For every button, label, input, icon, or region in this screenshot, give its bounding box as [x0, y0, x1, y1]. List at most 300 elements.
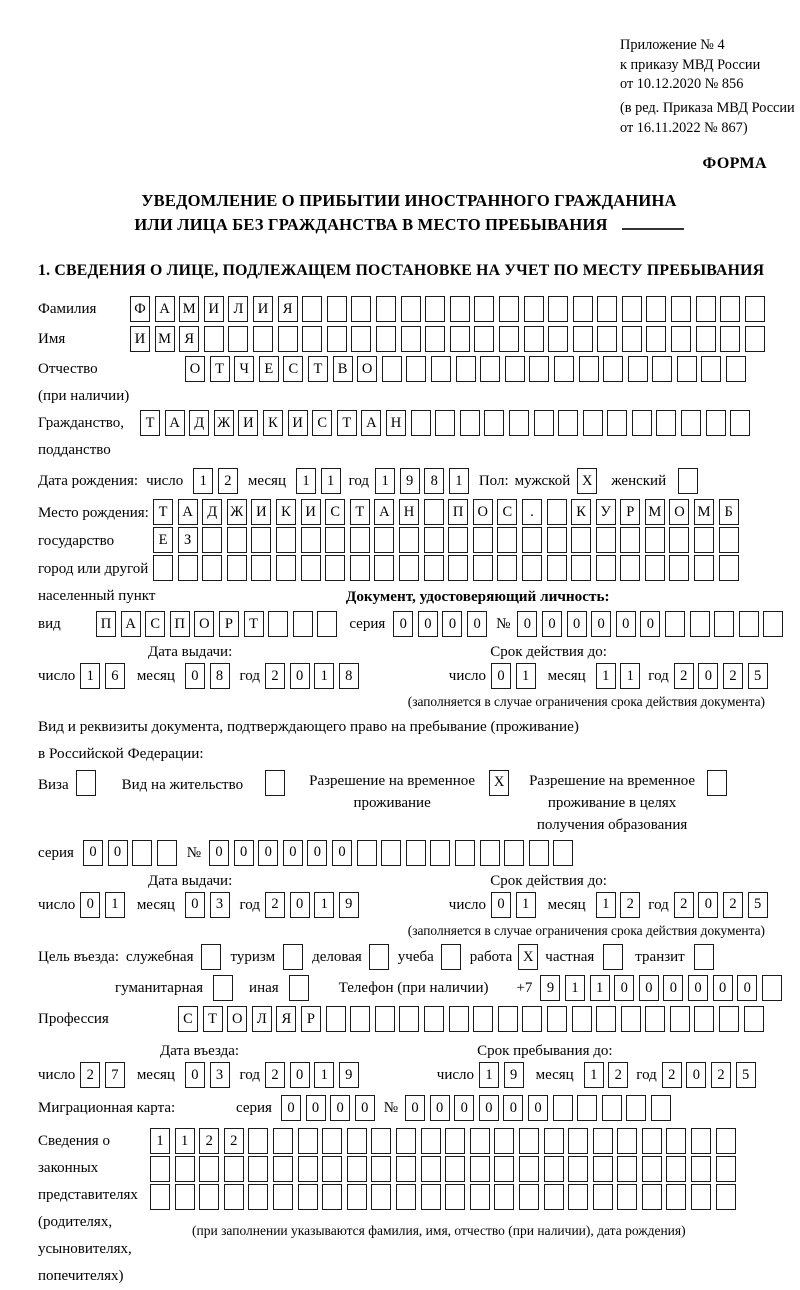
char-box[interactable]: [691, 1128, 711, 1154]
char-box[interactable]: С: [325, 499, 345, 525]
char-box[interactable]: [424, 499, 444, 525]
char-box[interactable]: [470, 1184, 490, 1210]
char-box[interactable]: 3: [210, 1062, 230, 1088]
char-box[interactable]: [301, 555, 321, 581]
char-box[interactable]: 0: [528, 1095, 548, 1121]
char-box[interactable]: Ф: [130, 296, 150, 322]
char-box[interactable]: [645, 527, 665, 553]
char-box[interactable]: [421, 1184, 441, 1210]
char-box[interactable]: [445, 1128, 465, 1154]
char-box[interactable]: [548, 296, 568, 322]
char-box[interactable]: [484, 410, 504, 436]
char-box[interactable]: [375, 1006, 395, 1032]
char-box[interactable]: [719, 1006, 739, 1032]
char-box[interactable]: [494, 1184, 514, 1210]
temp-residence-checkbox[interactable]: [489, 770, 509, 796]
char-box[interactable]: [445, 1156, 465, 1182]
char-box[interactable]: [694, 527, 714, 553]
char-box[interactable]: 0: [258, 840, 278, 866]
char-box[interactable]: [666, 1128, 686, 1154]
char-box[interactable]: 0: [330, 1095, 350, 1121]
char-box[interactable]: [632, 410, 652, 436]
char-box[interactable]: 2: [265, 1062, 285, 1088]
char-box[interactable]: [153, 555, 173, 581]
char-box[interactable]: Р: [620, 499, 640, 525]
char-box[interactable]: 0: [639, 975, 659, 1001]
char-box[interactable]: [645, 555, 665, 581]
char-box[interactable]: [694, 1006, 714, 1032]
char-box[interactable]: М: [645, 499, 665, 525]
char-box[interactable]: [568, 1156, 588, 1182]
char-box[interactable]: [739, 611, 759, 637]
char-box[interactable]: [720, 326, 740, 352]
char-box[interactable]: 0: [430, 1095, 450, 1121]
char-box[interactable]: [276, 555, 296, 581]
char-box[interactable]: [224, 1156, 244, 1182]
char-box[interactable]: [620, 555, 640, 581]
char-box[interactable]: 7: [105, 1062, 125, 1088]
char-box[interactable]: [399, 527, 419, 553]
char-box[interactable]: [714, 611, 734, 637]
char-box[interactable]: 5: [748, 663, 768, 689]
char-box[interactable]: С: [145, 611, 165, 637]
char-box[interactable]: [554, 356, 574, 382]
char-box[interactable]: [707, 770, 727, 796]
char-box[interactable]: [322, 1184, 342, 1210]
char-box[interactable]: 8: [339, 663, 359, 689]
char-box[interactable]: [278, 326, 298, 352]
char-box[interactable]: Н: [386, 410, 406, 436]
char-box[interactable]: Т: [140, 410, 160, 436]
char-box[interactable]: 0: [306, 1095, 326, 1121]
char-box[interactable]: [744, 1006, 764, 1032]
char-box[interactable]: [719, 555, 739, 581]
char-box[interactable]: X: [489, 770, 509, 796]
char-box[interactable]: [690, 611, 710, 637]
char-box[interactable]: 9: [339, 892, 359, 918]
char-box[interactable]: [726, 356, 746, 382]
char-box[interactable]: 0: [614, 975, 634, 1001]
char-box[interactable]: 1: [596, 892, 616, 918]
char-box[interactable]: 5: [736, 1062, 756, 1088]
char-box[interactable]: X: [518, 944, 538, 970]
char-box[interactable]: [719, 527, 739, 553]
char-box[interactable]: [293, 611, 313, 637]
char-box[interactable]: 2: [662, 1062, 682, 1088]
char-box[interactable]: [547, 555, 567, 581]
char-box[interactable]: Л: [252, 1006, 272, 1032]
char-box[interactable]: [499, 326, 519, 352]
char-box[interactable]: [351, 296, 371, 322]
char-box[interactable]: [435, 410, 455, 436]
char-box[interactable]: К: [571, 499, 591, 525]
char-box[interactable]: [480, 840, 500, 866]
char-box[interactable]: [642, 1156, 662, 1182]
char-box[interactable]: О: [473, 499, 493, 525]
char-box[interactable]: [671, 296, 691, 322]
char-box[interactable]: Т: [203, 1006, 223, 1032]
char-box[interactable]: [519, 1184, 539, 1210]
char-box[interactable]: [622, 296, 642, 322]
char-box[interactable]: [199, 1156, 219, 1182]
char-box[interactable]: 9: [400, 468, 420, 494]
char-box[interactable]: [607, 410, 627, 436]
char-box[interactable]: [199, 1184, 219, 1210]
char-box[interactable]: 9: [339, 1062, 359, 1088]
char-box[interactable]: [593, 1156, 613, 1182]
char-box[interactable]: 0: [185, 1062, 205, 1088]
char-box[interactable]: [322, 1156, 342, 1182]
char-box[interactable]: 2: [80, 1062, 100, 1088]
char-box[interactable]: 1: [375, 468, 395, 494]
char-box[interactable]: [455, 840, 475, 866]
char-box[interactable]: [573, 326, 593, 352]
char-box[interactable]: 1: [516, 663, 536, 689]
char-box[interactable]: В: [333, 356, 353, 382]
char-box[interactable]: [524, 296, 544, 322]
char-box[interactable]: И: [251, 499, 271, 525]
char-box[interactable]: [617, 1128, 637, 1154]
char-box[interactable]: Д: [189, 410, 209, 436]
char-box[interactable]: 2: [723, 892, 743, 918]
char-box[interactable]: [571, 555, 591, 581]
char-box[interactable]: [201, 944, 221, 970]
char-box[interactable]: Р: [219, 611, 239, 637]
char-box[interactable]: [671, 326, 691, 352]
char-box[interactable]: [399, 1006, 419, 1032]
char-box[interactable]: [273, 1184, 293, 1210]
char-box[interactable]: [473, 555, 493, 581]
char-box[interactable]: [522, 1006, 542, 1032]
char-box[interactable]: [665, 611, 685, 637]
char-box[interactable]: М: [694, 499, 714, 525]
char-box[interactable]: А: [121, 611, 141, 637]
char-box[interactable]: О: [357, 356, 377, 382]
char-box[interactable]: Р: [301, 1006, 321, 1032]
char-box[interactable]: [175, 1184, 195, 1210]
char-box[interactable]: [522, 555, 542, 581]
char-box[interactable]: 1: [296, 468, 316, 494]
char-box[interactable]: И: [204, 296, 224, 322]
char-box[interactable]: И: [301, 499, 321, 525]
char-box[interactable]: [473, 527, 493, 553]
char-box[interactable]: О: [669, 499, 689, 525]
char-box[interactable]: [621, 1006, 641, 1032]
char-box[interactable]: [424, 555, 444, 581]
char-box[interactable]: [677, 356, 697, 382]
char-box[interactable]: [396, 1156, 416, 1182]
char-box[interactable]: Т: [350, 499, 370, 525]
char-box[interactable]: 0: [491, 892, 511, 918]
char-box[interactable]: 0: [479, 1095, 499, 1121]
char-box[interactable]: [596, 527, 616, 553]
char-box[interactable]: [646, 326, 666, 352]
char-box[interactable]: [553, 840, 573, 866]
char-box[interactable]: 0: [80, 892, 100, 918]
char-box[interactable]: [596, 1006, 616, 1032]
char-box[interactable]: 5: [748, 892, 768, 918]
char-box[interactable]: [573, 296, 593, 322]
char-box[interactable]: [251, 555, 271, 581]
char-box[interactable]: [445, 1184, 465, 1210]
purpose-humanitarian-checkbox[interactable]: [213, 975, 233, 1001]
char-box[interactable]: [396, 1184, 416, 1210]
char-box[interactable]: [406, 840, 426, 866]
char-box[interactable]: [401, 296, 421, 322]
char-box[interactable]: [602, 1095, 622, 1121]
char-box[interactable]: [276, 527, 296, 553]
char-box[interactable]: [470, 1156, 490, 1182]
char-box[interactable]: [327, 326, 347, 352]
char-box[interactable]: 0: [591, 611, 611, 637]
char-box[interactable]: [547, 499, 567, 525]
char-box[interactable]: [669, 555, 689, 581]
char-box[interactable]: 0: [616, 611, 636, 637]
char-box[interactable]: [449, 1006, 469, 1032]
char-box[interactable]: [473, 1006, 493, 1032]
char-box[interactable]: 0: [698, 892, 718, 918]
char-box[interactable]: 9: [540, 975, 560, 1001]
char-box[interactable]: 0: [418, 611, 438, 637]
char-box[interactable]: Е: [153, 527, 173, 553]
char-box[interactable]: X: [577, 468, 597, 494]
char-box[interactable]: З: [178, 527, 198, 553]
char-box[interactable]: 0: [290, 892, 310, 918]
char-box[interactable]: [376, 296, 396, 322]
char-box[interactable]: 9: [504, 1062, 524, 1088]
char-box[interactable]: 0: [640, 611, 660, 637]
char-box[interactable]: 2: [711, 1062, 731, 1088]
char-box[interactable]: [603, 944, 623, 970]
char-box[interactable]: Ж: [214, 410, 234, 436]
char-box[interactable]: [371, 1128, 391, 1154]
char-box[interactable]: [762, 975, 782, 1001]
char-box[interactable]: 1: [314, 1062, 334, 1088]
char-box[interactable]: [593, 1184, 613, 1210]
char-box[interactable]: [701, 356, 721, 382]
char-box[interactable]: [628, 356, 648, 382]
char-box[interactable]: [497, 555, 517, 581]
char-box[interactable]: [706, 410, 726, 436]
char-box[interactable]: [691, 1184, 711, 1210]
char-box[interactable]: И: [238, 410, 258, 436]
char-box[interactable]: [448, 555, 468, 581]
char-box[interactable]: [268, 611, 288, 637]
char-box[interactable]: 0: [332, 840, 352, 866]
char-box[interactable]: 0: [307, 840, 327, 866]
char-box[interactable]: О: [185, 356, 205, 382]
char-box[interactable]: [691, 1156, 711, 1182]
char-box[interactable]: Я: [179, 326, 199, 352]
char-box[interactable]: [227, 555, 247, 581]
char-box[interactable]: С: [283, 356, 303, 382]
purpose-work-checkbox[interactable]: [518, 944, 538, 970]
temp-residence-edu-checkbox[interactable]: [707, 770, 727, 796]
char-box[interactable]: Д: [202, 499, 222, 525]
char-box[interactable]: [547, 527, 567, 553]
char-box[interactable]: 8: [210, 663, 230, 689]
char-box[interactable]: [593, 1128, 613, 1154]
char-box[interactable]: [273, 1156, 293, 1182]
char-box[interactable]: [273, 1128, 293, 1154]
char-box[interactable]: О: [194, 611, 214, 637]
char-box[interactable]: [617, 1184, 637, 1210]
char-box[interactable]: [202, 527, 222, 553]
char-box[interactable]: [325, 527, 345, 553]
char-box[interactable]: [568, 1184, 588, 1210]
char-box[interactable]: А: [178, 499, 198, 525]
char-box[interactable]: 0: [737, 975, 757, 1001]
residence-permit-checkbox[interactable]: [265, 770, 285, 796]
char-box[interactable]: [720, 296, 740, 322]
char-box[interactable]: [505, 356, 525, 382]
char-box[interactable]: 1: [620, 663, 640, 689]
char-box[interactable]: [298, 1156, 318, 1182]
purpose-tourism-checkbox[interactable]: [283, 944, 303, 970]
char-box[interactable]: У: [596, 499, 616, 525]
char-box[interactable]: [425, 296, 445, 322]
char-box[interactable]: [301, 527, 321, 553]
char-box[interactable]: [351, 326, 371, 352]
char-box[interactable]: П: [170, 611, 190, 637]
char-box[interactable]: 1: [584, 1062, 604, 1088]
char-box[interactable]: 0: [503, 1095, 523, 1121]
char-box[interactable]: [544, 1128, 564, 1154]
char-box[interactable]: [327, 296, 347, 322]
char-box[interactable]: [350, 555, 370, 581]
char-box[interactable]: 6: [105, 663, 125, 689]
char-box[interactable]: [178, 555, 198, 581]
char-box[interactable]: Т: [308, 356, 328, 382]
char-box[interactable]: [547, 1006, 567, 1032]
char-box[interactable]: [529, 840, 549, 866]
char-box[interactable]: [350, 1006, 370, 1032]
char-box[interactable]: [480, 356, 500, 382]
char-box[interactable]: [745, 326, 765, 352]
char-box[interactable]: Т: [153, 499, 173, 525]
char-box[interactable]: А: [374, 499, 394, 525]
char-box[interactable]: 0: [491, 663, 511, 689]
char-box[interactable]: [302, 296, 322, 322]
char-box[interactable]: 2: [199, 1128, 219, 1154]
char-box[interactable]: Е: [259, 356, 279, 382]
char-box[interactable]: [583, 410, 603, 436]
char-box[interactable]: [175, 1156, 195, 1182]
char-box[interactable]: К: [263, 410, 283, 436]
char-box[interactable]: И: [130, 326, 150, 352]
char-box[interactable]: [325, 555, 345, 581]
char-box[interactable]: [620, 527, 640, 553]
char-box[interactable]: Т: [244, 611, 264, 637]
char-box[interactable]: [406, 356, 426, 382]
char-box[interactable]: 0: [698, 663, 718, 689]
char-box[interactable]: [694, 555, 714, 581]
char-box[interactable]: 1: [565, 975, 585, 1001]
char-box[interactable]: [474, 296, 494, 322]
char-box[interactable]: [670, 1006, 690, 1032]
char-box[interactable]: [494, 1156, 514, 1182]
char-box[interactable]: 1: [516, 892, 536, 918]
char-box[interactable]: [626, 1095, 646, 1121]
female-checkbox[interactable]: [678, 468, 698, 494]
purpose-other-checkbox[interactable]: [289, 975, 309, 1001]
char-box[interactable]: [302, 326, 322, 352]
char-box[interactable]: 1: [314, 892, 334, 918]
char-box[interactable]: 0: [283, 840, 303, 866]
purpose-study-checkbox[interactable]: [441, 944, 461, 970]
char-box[interactable]: [642, 1184, 662, 1210]
char-box[interactable]: [317, 611, 337, 637]
char-box[interactable]: 0: [405, 1095, 425, 1121]
char-box[interactable]: [228, 326, 248, 352]
char-box[interactable]: [696, 296, 716, 322]
char-box[interactable]: 0: [686, 1062, 706, 1088]
char-box[interactable]: Ч: [234, 356, 254, 382]
char-box[interactable]: 0: [234, 840, 254, 866]
char-box[interactable]: Н: [399, 499, 419, 525]
char-box[interactable]: 8: [424, 468, 444, 494]
char-box[interactable]: 1: [150, 1128, 170, 1154]
char-box[interactable]: 1: [314, 663, 334, 689]
char-box[interactable]: [347, 1184, 367, 1210]
char-box[interactable]: 2: [723, 663, 743, 689]
char-box[interactable]: [745, 296, 765, 322]
char-box[interactable]: [597, 326, 617, 352]
char-box[interactable]: [716, 1128, 736, 1154]
char-box[interactable]: [283, 944, 303, 970]
char-box[interactable]: [678, 468, 698, 494]
char-box[interactable]: О: [227, 1006, 247, 1032]
char-box[interactable]: [622, 326, 642, 352]
char-box[interactable]: Ж: [227, 499, 247, 525]
char-box[interactable]: [460, 410, 480, 436]
char-box[interactable]: [681, 410, 701, 436]
char-box[interactable]: И: [253, 296, 273, 322]
char-box[interactable]: Я: [276, 1006, 296, 1032]
char-box[interactable]: [519, 1156, 539, 1182]
char-box[interactable]: [248, 1128, 268, 1154]
char-box[interactable]: 0: [355, 1095, 375, 1121]
char-box[interactable]: 0: [290, 1062, 310, 1088]
char-box[interactable]: [374, 555, 394, 581]
char-box[interactable]: [421, 1128, 441, 1154]
char-box[interactable]: [597, 296, 617, 322]
char-box[interactable]: [534, 410, 554, 436]
char-box[interactable]: [421, 1156, 441, 1182]
char-box[interactable]: 0: [567, 611, 587, 637]
char-box[interactable]: [529, 356, 549, 382]
char-box[interactable]: 2: [674, 892, 694, 918]
char-box[interactable]: [558, 410, 578, 436]
char-box[interactable]: [202, 555, 222, 581]
char-box[interactable]: [371, 1184, 391, 1210]
char-box[interactable]: [369, 944, 389, 970]
char-box[interactable]: [326, 1006, 346, 1032]
char-box[interactable]: П: [96, 611, 116, 637]
char-box[interactable]: 0: [688, 975, 708, 1001]
char-box[interactable]: [497, 527, 517, 553]
char-box[interactable]: [132, 840, 152, 866]
char-box[interactable]: 0: [83, 840, 103, 866]
char-box[interactable]: [382, 356, 402, 382]
char-box[interactable]: [522, 527, 542, 553]
char-box[interactable]: 0: [467, 611, 487, 637]
char-box[interactable]: [716, 1184, 736, 1210]
char-box[interactable]: [213, 975, 233, 1001]
char-box[interactable]: Б: [719, 499, 739, 525]
char-box[interactable]: 0: [185, 663, 205, 689]
char-box[interactable]: [694, 944, 714, 970]
